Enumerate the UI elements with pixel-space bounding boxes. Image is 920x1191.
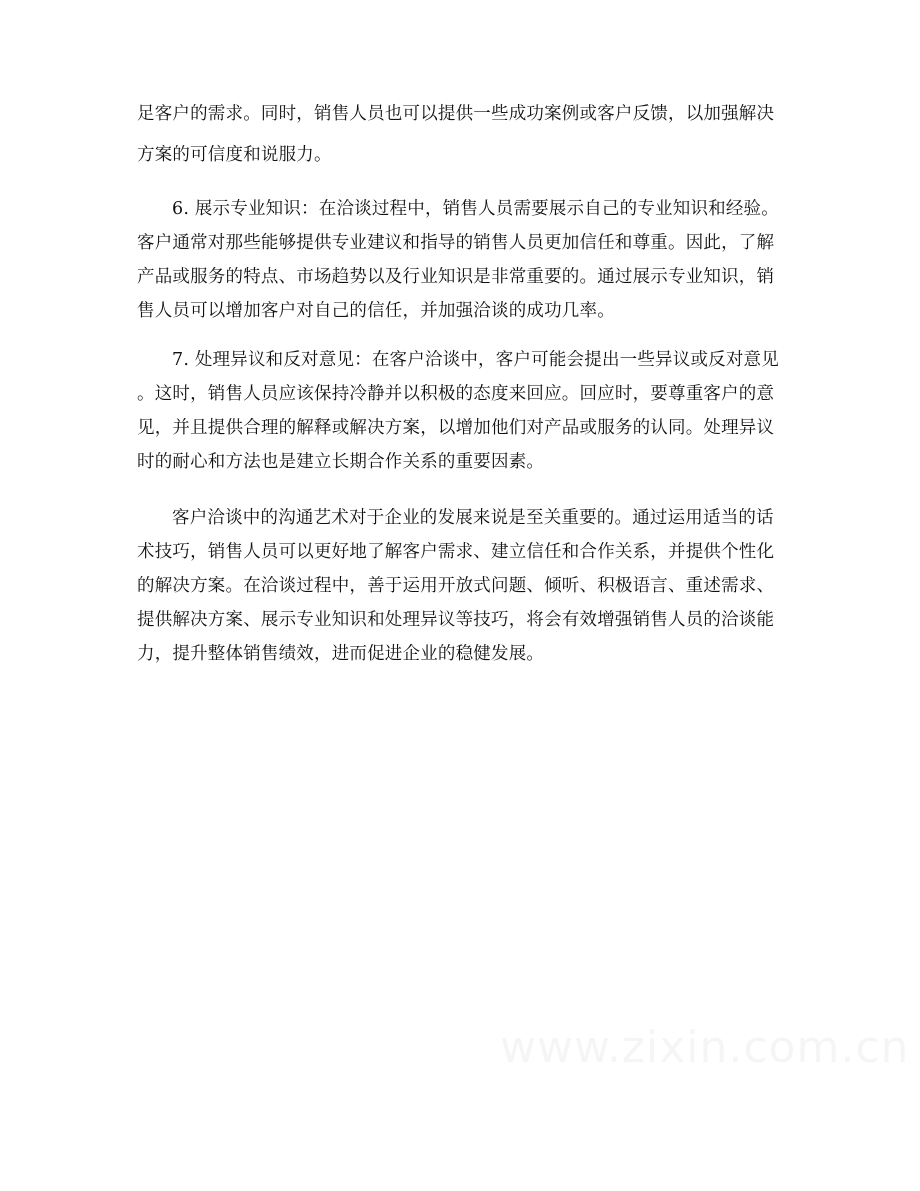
watermark [500,1022,909,1073]
paragraph-4-line-2: 术技巧，销售人员可以更好地了解客户需求、建立信任和合作关系，并提供个性化 [137,542,775,562]
paragraph-1-line-2: 方案的可信度和说服力。 [137,145,332,165]
paragraph-2-line-1: 6. 展示专业知识：在洽谈过程中，销售人员需要展示自己的专业知识和经验。 [172,199,779,219]
paragraph-4-line-4: 提供解决方案、展示专业知识和处理异议等技巧，将会有效增强销售人员的洽谈能 [137,610,775,630]
paragraph-2-line-4: 售人员可以增加客户对自己的信任，并加强洽谈的成功几率。 [137,301,615,321]
paragraph-3-line-3: 见，并且提供合理的解释或解决方案，以增加他们对产品或服务的认同。处理异议 [137,418,775,438]
paragraph-2-line-3: 产品或服务的特点、市场趋势以及行业知识是非常重要的。通过展示专业知识，销 [137,267,775,287]
paragraph-4-line-3: 的解决方案。在洽谈过程中，善于运用开放式问题、倾听、积极语言、重述需求、 [137,576,775,596]
paragraph-4-line-5: 力，提升整体销售绩效，进而促进企业的稳健发展。 [137,644,545,664]
paragraph-3-line-1: 7. 处理异议和反对意见：在客户洽谈中，客户可能会提出一些异议或反对意见 [172,350,779,370]
paragraph-2-line-2: 客户通常对那些能够提供专业建议和指导的销售人员更加信任和尊重。因此，了解 [137,233,775,253]
paragraph-1-line-1: 足客户的需求。同时，销售人员也可以提供一些成功案例或客户反馈，以加强解决 [137,104,775,124]
paragraph-3-line-2: 。这时，销售人员应该保持冷静并以积极的态度来回应。回应时，要尊重客户的意 [137,384,775,404]
paragraph-4-line-1: 客户洽谈中的沟通艺术对于企业的发展来说是至关重要的。通过运用适当的话 [172,508,774,528]
paragraph-3-line-4: 时的耐心和方法也是建立长期合作关系的重要因素。 [137,452,545,472]
